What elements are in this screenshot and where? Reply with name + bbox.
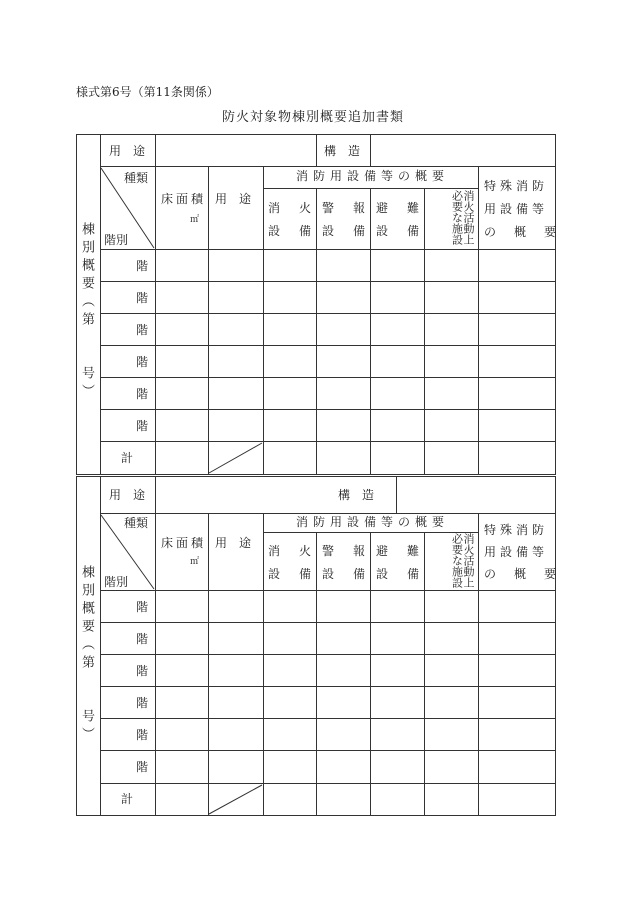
extinguish-d: 備 [299,567,312,581]
area-unit: ㎡ [190,215,200,225]
evac-d: 備 [407,224,420,238]
area-label: 床面積 [161,536,207,550]
extinguish-c: 設 [268,224,281,238]
special-b: 用設備等 [484,545,549,559]
row-floor-label: 階 [136,728,149,742]
use-label: 用 途 [215,192,252,206]
extinguish-d: 備 [299,224,312,238]
evac-b: 難 [407,201,420,215]
area-label: 床面積 [161,192,207,206]
evac-a: 避 [376,544,389,558]
area-unit: ㎡ [190,557,200,567]
evac-c: 設 [376,567,389,581]
form-label: 様式第6号（第11条関係） [76,85,219,99]
use-label: 用 途 [215,536,252,550]
special-a: 特殊消防 [484,523,549,537]
evac-d: 備 [407,567,420,581]
row-floor-label: 階 [136,600,149,614]
extinguish-b: 火 [299,544,312,558]
extinguish-a: 消 [268,201,281,215]
alarm-a: 警 [322,201,335,215]
alarm-b: 報 [353,201,366,215]
row-floor-label: 階 [136,664,149,678]
total-label: 計 [121,451,134,465]
evac-c: 設 [376,224,389,238]
side-label: 棟別概要（第 号） [79,565,94,745]
row-floor-label: 階 [136,291,149,305]
row-floor-label: 階 [136,419,149,433]
special-c: の 概 要 [484,225,560,239]
row-floor-label: 階 [136,355,149,369]
special-c: の 概 要 [484,567,560,581]
row-floor-label: 階 [136,760,149,774]
side-label: 棟別概要（第 号） [79,222,94,402]
structure-label: 構 造 [338,488,375,502]
special-b: 用設備等 [484,202,549,216]
extinguish-a: 消 [268,544,281,558]
row-floor-label: 階 [136,259,149,273]
firefight-facility-label: 消火活動上必要な施設 [450,533,475,588]
document-title: 防火対象物棟別概要追加書類 [222,110,405,125]
alarm-c: 設 [322,224,335,238]
row-floor-label: 階 [136,323,149,337]
floor-label: 階別 [104,575,129,589]
evac-a: 避 [376,201,389,215]
extinguish-b: 火 [299,201,312,215]
evac-b: 難 [407,544,420,558]
special-a: 特殊消防 [484,179,549,193]
row-floor-label: 階 [136,387,149,401]
floor-label: 階別 [104,233,129,247]
alarm-c: 設 [322,567,335,581]
alarm-d: 備 [353,224,366,238]
extinguish-c: 設 [268,567,281,581]
alarm-d: 備 [353,567,366,581]
firefight-facility-label: 消火活動上必要な施設 [450,190,475,245]
type-label: 種類 [124,171,149,185]
row-floor-label: 階 [136,696,149,710]
usage-label: 用 途 [109,488,146,502]
type-label: 種類 [124,516,149,530]
total-label: 計 [121,792,134,806]
alarm-a: 警 [322,544,335,558]
usage-label: 用 途 [109,144,146,158]
equipment-header: 消防用設備等の概要 [296,515,450,529]
structure-label: 構 造 [324,144,361,158]
equipment-header: 消防用設備等の概要 [296,169,450,183]
alarm-b: 報 [353,544,366,558]
row-floor-label: 階 [136,632,149,646]
